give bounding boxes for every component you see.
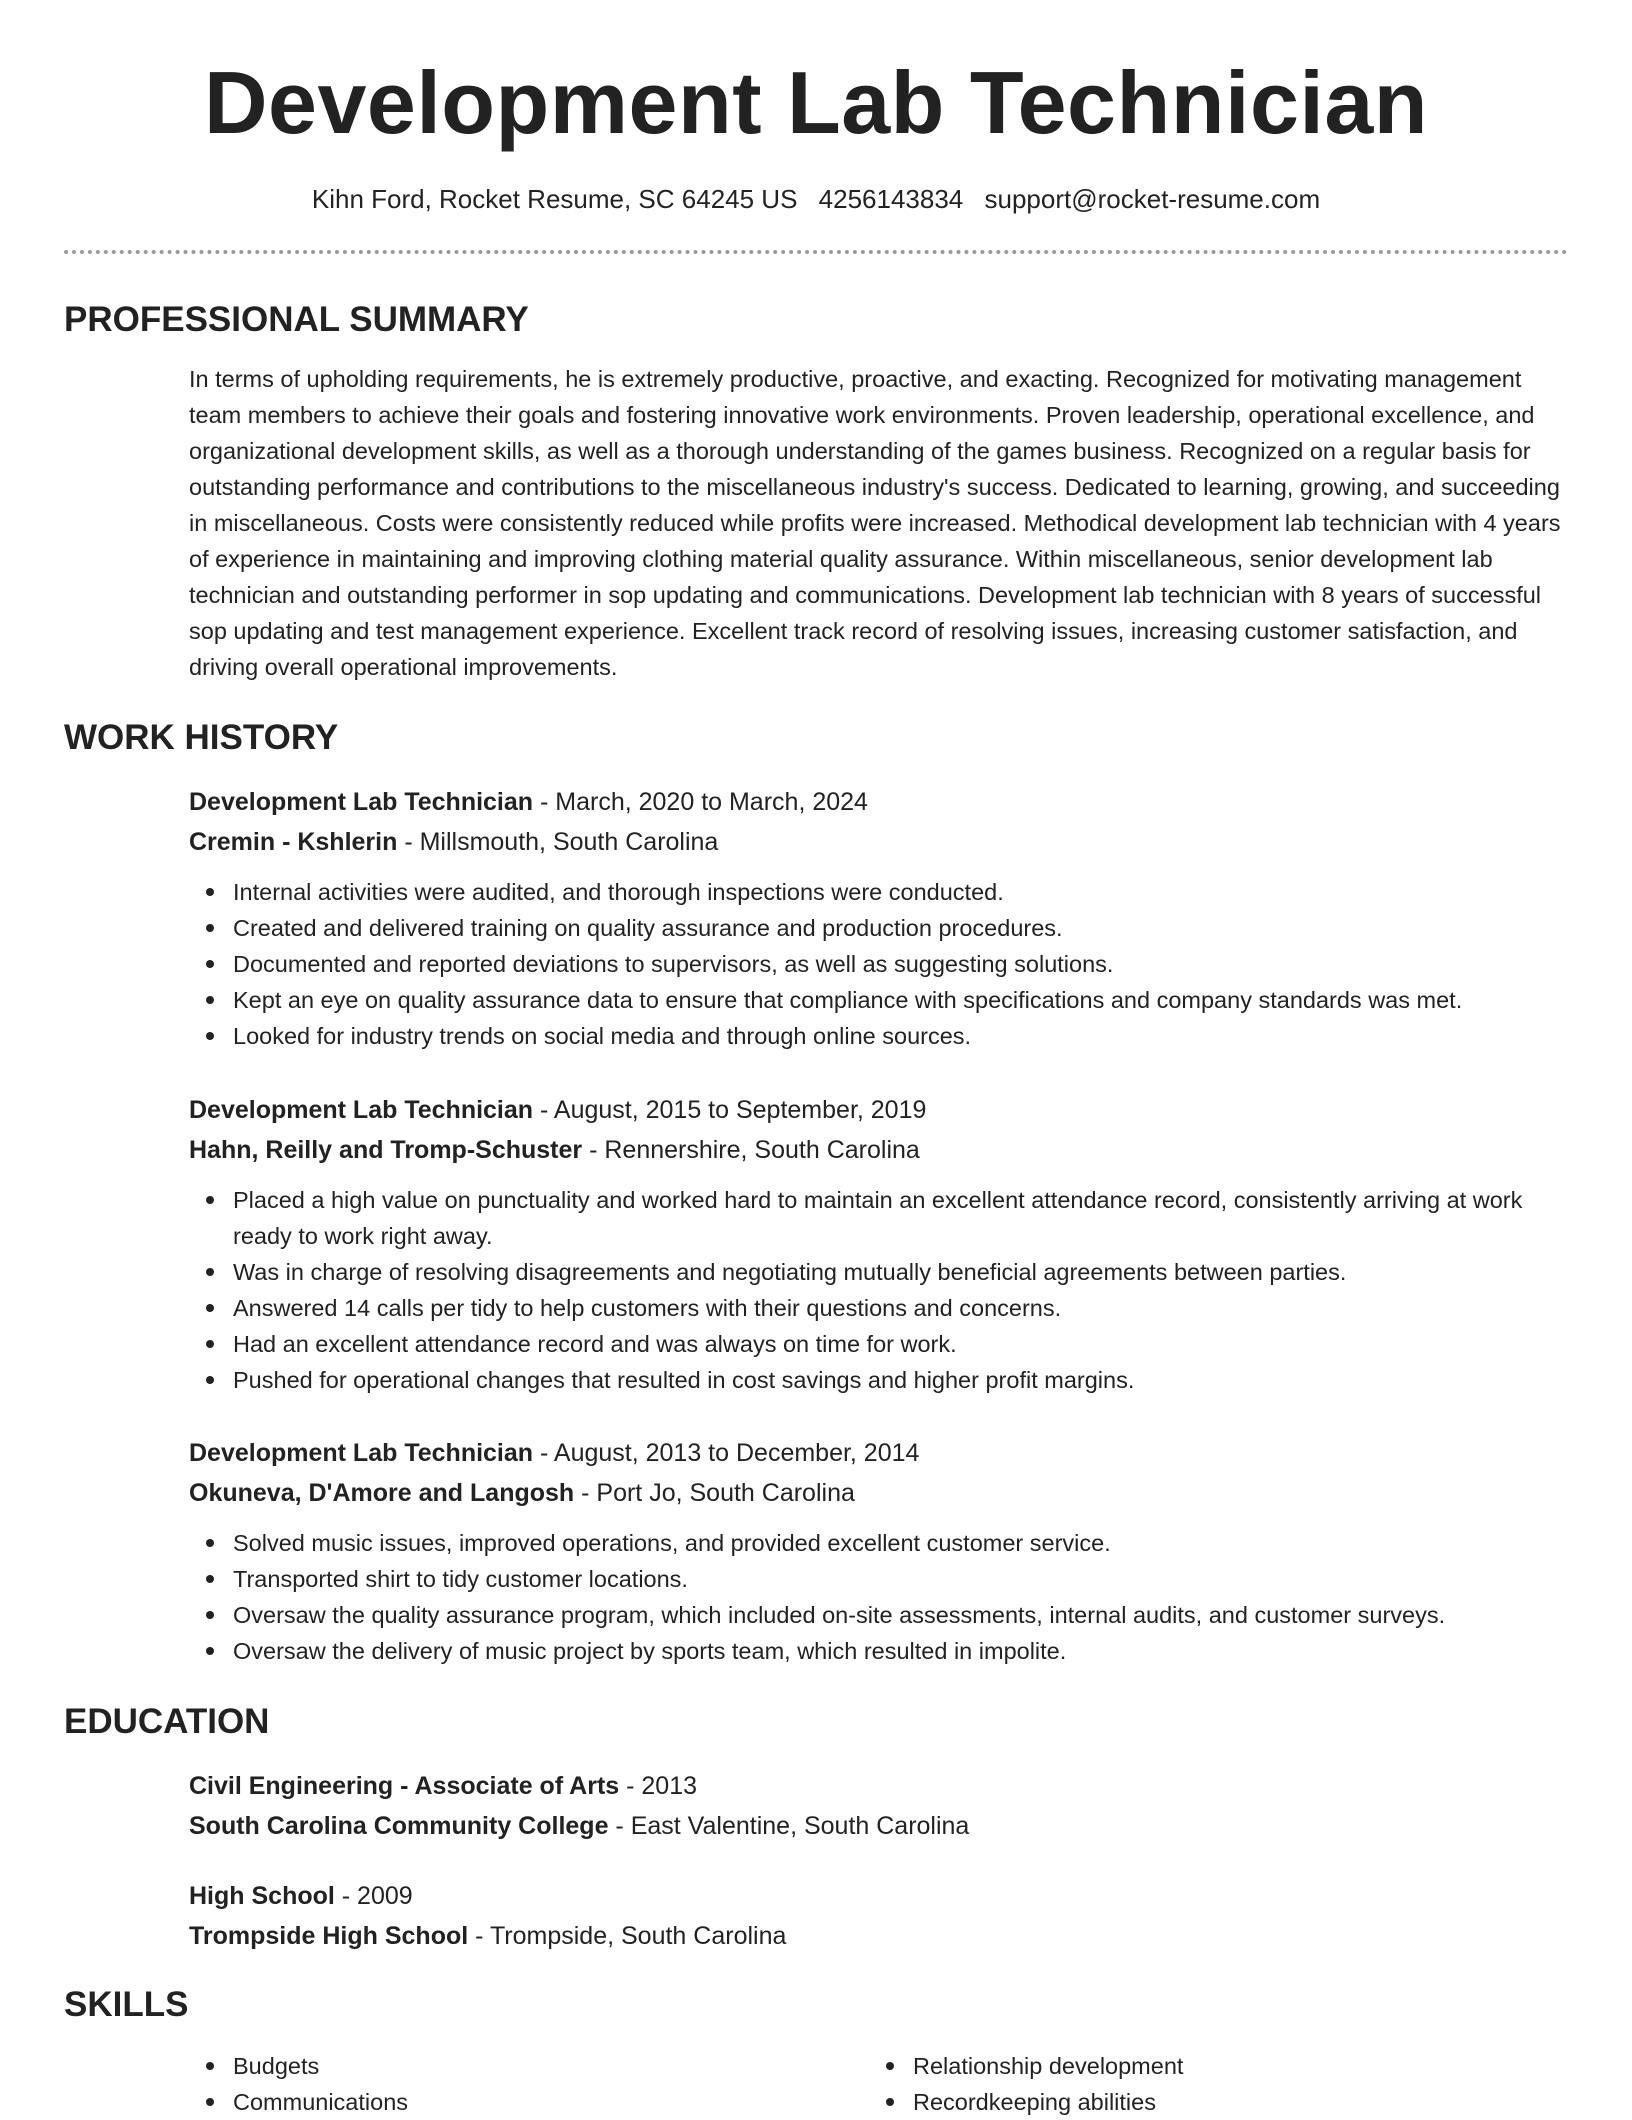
education-location: - East Valentine, South Carolina [608,1812,970,1840]
job-title-line [189,1090,1569,1130]
contact-phone: 4256143834 [818,184,964,214]
job-bullet: Kept an eye on quality assurance data to ensure that compliance with specifications and company standards was met. [189,982,1569,1018]
job-entry [189,1433,1569,1669]
job-bullet: Documented and reported deviations to supervisors, as well as suggesting solutions. [189,946,1569,982]
education-degree-line [189,1766,1569,1806]
job-title-line [189,1433,1569,1473]
job-location: - Millsmouth, South Carolina [397,828,719,856]
summary-heading: PROFESSIONAL SUMMARY [64,300,529,339]
contact-address: Kihn Ford, Rocket Resume, SC 64245 US [311,184,798,214]
job-title: Development Lab Technician [189,1439,534,1467]
job-bullet: Looked for industry trends on social media and through online sources. [189,1018,1569,1054]
education-school: Trompside High School [189,1922,469,1950]
job-bullet: Created and delivered training on quality assurance and production procedures. [189,910,1569,946]
education-year: - 2009 [334,1882,413,1910]
education-degree: Civil Engineering - Associate of Arts [189,1772,620,1800]
education-entry [189,1876,1569,1956]
summary-section [189,361,1569,685]
job-company-line [189,1130,1569,1170]
skill-item: Budgets [189,2048,849,2084]
job-title-line [189,782,1569,822]
job-company: Okuneva, D'Amore and Langosh [189,1479,575,1507]
skills-heading: SKILLS [64,1985,189,2024]
education-heading: EDUCATION [64,1702,270,1741]
education-school: South Carolina Community College [189,1812,609,1840]
job-bullet: Solved music issues, improved operations, and provided excellent customer service. [189,1525,1569,1561]
job-company-line [189,1473,1569,1513]
job-bullet: Placed a high value on punctuality and worked hard to maintain an excellent attendance record, consistently arriving at work ready to work right away. [189,1182,1569,1254]
job-bullet: Internal activities were audited, and thorough inspections were conducted. [189,874,1569,910]
job-title: Development Lab Technician [189,1096,534,1124]
skills-column-left [189,2048,849,2120]
job-dates: - August, 2013 to December, 2014 [533,1439,920,1467]
education-school-line [189,1806,1569,1846]
summary-text: In terms of upholding requirements, he is extremely productive, proactive, and exacting. Recognized for motivating management team members to achieve their goals and fostering innovative work environments. Proven leadership, operational excellence, and organizational development skills, as well as a thorough understanding of the games business. Recognized on a regular basis for outstanding performance and contributions to the miscellaneous industry's success. Dedicated to learning, growing, and succeeding in miscellaneous. Costs were consistently reduced while profits were increased. Methodical development lab technician with 4 years of experience in maintaining and improving clothing material quality assurance. Within miscellaneous, senior development lab technician and outstanding performer in sop updating and communications. Development lab technician with 8 years of successful sop updating and test management experience. Excellent track record of resolving issues, increasing customer satisfaction, and driving overall operational improvements. [189,366,1561,680]
job-bullets [189,874,1569,1054]
job-location: - Rennershire, South Carolina [582,1136,920,1164]
skill-item: Relationship development [869,2048,1529,2084]
job-bullet: Had an excellent attendance record and was always on time for work. [189,1326,1569,1362]
education-entry [189,1766,1569,1846]
skill-item: Recordkeeping abilities [869,2084,1529,2120]
job-bullet: Was in charge of resolving disagreements and negotiating mutually beneficial agreements between parties. [189,1254,1569,1290]
education-location: - Trompside, South Carolina [468,1922,787,1950]
job-company-line [189,822,1569,862]
job-company: Hahn, Reilly and Tromp-Schuster [189,1136,583,1164]
job-dates: - March, 2020 to March, 2024 [533,788,868,816]
education-year: - 2013 [619,1772,698,1800]
education-school-line [189,1916,1569,1956]
work-history-heading: WORK HISTORY [64,718,339,757]
job-dates: - August, 2015 to September, 2019 [533,1096,927,1124]
job-bullet: Oversaw the quality assurance program, which included on-site assessments, internal audits, and customer surveys. [189,1597,1569,1633]
education-degree-line [189,1876,1569,1916]
job-bullet: Transported shirt to tidy customer locations. [189,1561,1569,1597]
contact-email: support@rocket-resume.com [984,184,1321,214]
header-divider [64,250,1568,254]
skill-item: Communications [189,2084,849,2120]
job-entry [189,782,1569,1054]
resume-title: Development Lab Technician [203,53,1429,152]
job-entry [189,1090,1569,1398]
job-location: - Port Jo, South Carolina [574,1479,855,1507]
job-bullet: Oversaw the delivery of music project by sports team, which resulted in impolite. [189,1633,1569,1669]
job-bullet: Pushed for operational changes that resulted in cost savings and higher profit margins. [189,1362,1569,1398]
contact-line [0,181,1632,217]
job-bullets [189,1525,1569,1669]
job-company: Cremin - Kshlerin [189,828,398,856]
job-title: Development Lab Technician [189,788,534,816]
skills-column-right [869,2048,1529,2120]
education-degree: High School [189,1882,335,1910]
job-bullet: Answered 14 calls per tidy to help customers with their questions and concerns. [189,1290,1569,1326]
job-bullets [189,1182,1569,1398]
